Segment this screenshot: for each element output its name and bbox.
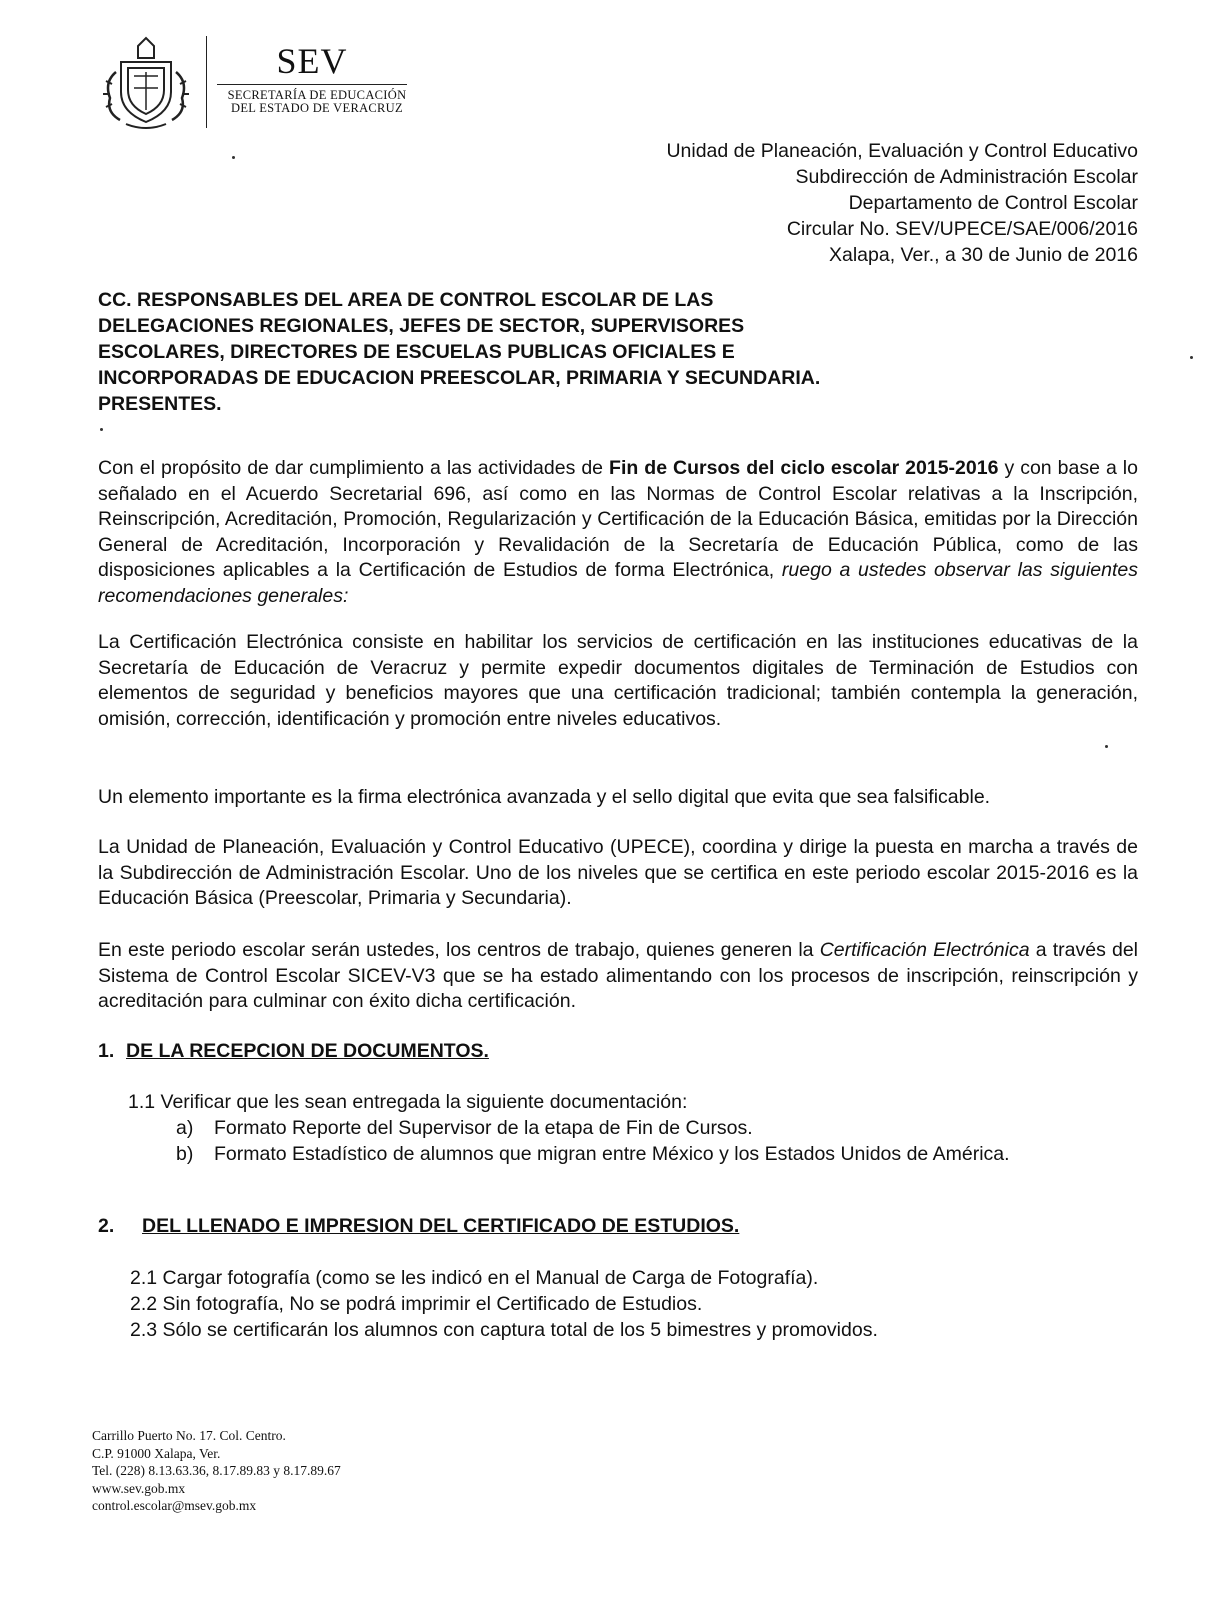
footer-email: control.escolar@msev.gob.mx (92, 1498, 257, 1513)
addressee-block (98, 287, 1138, 417)
section-1-list (128, 1089, 1010, 1167)
paragraph-purpose (98, 456, 1138, 609)
list-item: 2.1 Cargar fotografía (como se les indicó en el Manual de Carga de Fotografía). (130, 1267, 819, 1289)
paragraph-signature: Un elemento importante es la firma electrónica avanzada y el sello digital que evita que sea falsificable. (98, 786, 991, 808)
addressee-line: INCORPORADAS DE EDUCACION PREESCOLAR, PRIMARIA Y SECUNDARIA. (98, 367, 821, 389)
paragraph-work-centers (98, 938, 1138, 1015)
letterhead-line-2: DEL ESTADO DE VERACRUZ (231, 101, 403, 115)
header-unit: Unidad de Planeación, Evaluación y Control Educativo (666, 140, 1138, 162)
letterhead-rule (217, 84, 407, 85)
paragraph-electronic-certification: La Certificación Electrónica consiste en habilitar los servicios de certificación en las instituciones educativas de la Secretaría de Educación de Veracruz y permite expedir documentos digitales de Terminación de Estudios con elementos de seguridad y beneficios mayores que una certificación tradicional; también contempla la generación, omisión, corrección, identificación y promoción entre niveles educativos. (98, 631, 1138, 730)
paragraph-text: a través del Sistema de Control Escolar SICEV-V3 que se ha estado alimentando con los procesos de inscripción, reinscripción y acreditación para culminar con éxito dicha certificación. (98, 939, 1139, 1012)
subitem-label: a) (176, 1117, 194, 1139)
footer-phone: Tel. (228) 8.13.63.36, 8.17.89.83 y 8.17.89.67 (92, 1463, 341, 1478)
scan-speck (1105, 745, 1108, 748)
paragraph-italic-text: Certificación Electrónica (819, 939, 1030, 961)
header-date: Xalapa, Ver., a 30 de Junio de 2016 (828, 244, 1138, 266)
letterhead-acronym: SEV (276, 41, 348, 81)
document-header (666, 138, 1138, 268)
subitem-text: Formato Estadístico de alumnos que migran entre México y los Estados Unidos de América. (214, 1143, 1010, 1165)
scan-speck (100, 428, 103, 431)
addressee-line: PRESENTES. (98, 393, 222, 415)
letterhead-line-1: SECRETARÍA DE EDUCACIÓN (227, 88, 407, 102)
footer-website: www.sev.gob.mx (92, 1480, 186, 1496)
list-item: 2.3 Sólo se certificarán los alumnos con captura total de los 5 bimestres y promovidos. (130, 1319, 878, 1341)
scan-speck (1190, 356, 1193, 359)
paragraph-upece: La Unidad de Planeación, Evaluación y Control Educativo (UPECE), coordina y dirige la puesta en marcha a través de la Subdirección de Administración Escolar. Uno de los niveles que se certifica en este periodo escolar 2015-2016 es la Educación Básica (Preescolar, Primaria y Secundaria). (98, 836, 1138, 909)
header-subdirection: Subdirección de Administración Escolar (795, 166, 1138, 188)
header-circular-number: Circular No. SEV/UPECE/SAE/006/2016 (786, 218, 1138, 240)
header-department: Departamento de Control Escolar (848, 192, 1138, 214)
section-title: DEL LLENADO E IMPRESION DEL CERTIFICADO DE ESTUDIOS. (142, 1215, 740, 1237)
paragraph-italic-text: ruego a ustedes observar las siguientes recomendaciones generales: (98, 559, 1138, 607)
section-number: 2. (98, 1215, 115, 1237)
list-subitem (128, 1115, 1010, 1141)
section-number: 1. (98, 1040, 115, 1062)
paragraph-text: y con base a lo señalado en el Acuerdo Secretarial 696, así como en las Normas de Control Escolar relativas a la Inscripción, Reinscripción, Acreditación, Promoción, Regularización y Certificación de la Educación Básica, emitidas por la Dirección General de Acreditación, Incorporación y Revalidación de la Secretaría de Educación Pública, como de las disposiciones aplicables a la Certificación de Estudios de forma Electrónica, (98, 457, 1138, 581)
footer-address: Carrillo Puerto No. 17. Col. Centro. (92, 1428, 286, 1443)
addressee-line: ESCOLARES, DIRECTORES DE ESCUELAS PUBLICAS OFICIALES E (98, 341, 735, 363)
addressee-line: CC. RESPONSABLES DEL AREA DE CONTROL ESCOLAR DE LAS (98, 289, 714, 311)
scan-speck (232, 156, 235, 159)
addressee-line: DELEGACIONES REGIONALES, JEFES DE SECTOR, SUPERVISORES (98, 315, 745, 337)
footer-contact (92, 1427, 341, 1515)
footer-postal-code: C.P. 91000 Xalapa, Ver. (92, 1445, 221, 1461)
section-2-list (130, 1265, 878, 1343)
list-subitem (128, 1141, 1010, 1167)
paragraph-text: En este periodo escolar serán ustedes, los centros de trabajo, quienes generen la (98, 939, 820, 961)
paragraph-text: Con el propósito de dar cumplimiento a las actividades de (98, 457, 610, 479)
veracruz-coat-of-arms-icon (96, 32, 196, 132)
list-item: 1.1 Verificar que les sean entregada la siguiente documentación: (128, 1091, 688, 1113)
list-item: 2.2 Sin fotografía, No se podrá imprimir el Certificado de Estudios. (130, 1293, 703, 1315)
subitem-text: Formato Reporte del Supervisor de la etapa de Fin de Cursos. (214, 1117, 753, 1139)
paragraph-bold-text: Fin de Cursos del ciclo escolar 2015-2016 (609, 457, 999, 479)
section-2-heading (98, 1215, 739, 1238)
section-1-heading (98, 1040, 489, 1063)
subitem-label: b) (176, 1143, 194, 1165)
section-title: DE LA RECEPCION DE DOCUMENTOS. (126, 1040, 489, 1062)
letterhead (206, 36, 437, 128)
